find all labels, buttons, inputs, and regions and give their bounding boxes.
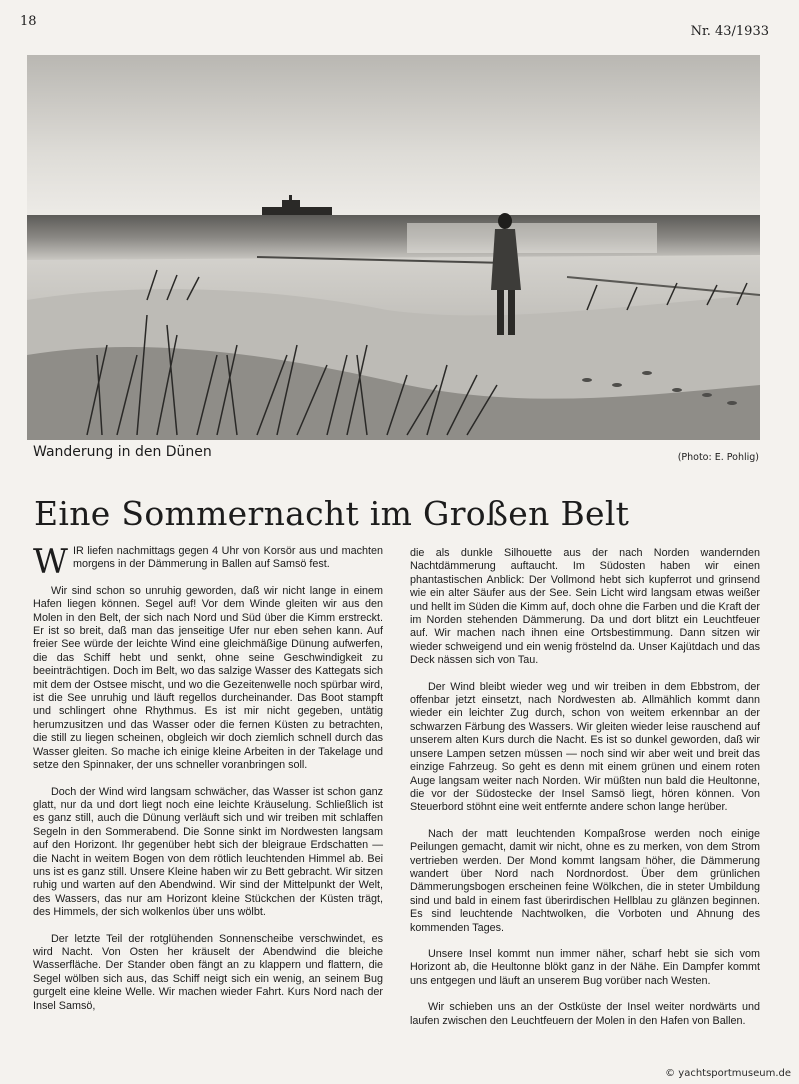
article-left-column [33,542,383,1026]
article-paragraph: Unsere Insel kommt nun immer näher, scharf hebt sie sich vom Horizont ab, die Heultonne blökt ganz in der Nähe. Ein Dampfer kommt uns entgegen und läuft an unserem Bug vorüber nach Westen. [410,947,760,987]
dune-photo [27,55,760,440]
article-title: Eine Sommernacht im Großen Belt [34,494,630,533]
page-number: 18 [20,14,37,29]
article-paragraph: die als dunkle Silhouette aus der nach Norden wandernden Nachtdämmerung auftaucht. Im Südosten haben wir einen phantastischen Anblick: Der Vollmond hebt sich kupferrot und grinsend wie ein alter Säufer aus der See. Sein Licht wird langsam etwas weißer und hellt im Süden die Kimm auf, doch ohne die Farben und die Kraft der im Norden stehenden Dämmerung. Da und dort blitzt ein Leuchtfeuer auf. Wir machen nach ihnen eine Ortsbestimmung. Dann sitzen wir wieder schweigend und ein wenig fröstelnd da. Unser Kajütdach und das Deck nässen sich von Tau. [410,547,760,667]
issue-number: Nr. 43/1933 [690,24,769,39]
photo-credit: (Photo: E. Pohlig) [677,452,759,463]
article-paragraph: Wir schieben uns an der Ostküste der Insel weiter nordwärts und laufen zwischen den Leuchtfeuern der Molen in den Hafen von Ballen. [410,1001,760,1027]
article-paragraph: Der Wind bleibt wieder weg und wir treiben in dem Ebbstrom, der offenbar jetzt einsetzt, nach Nordwesten ab. Allmählich kommt dann wieder ein leichter Zug durch, schon von weitem erkennbar an der schwarzen Färbung des Wassers. Wir gleiten wieder leise rauschend auf unserem alten Kurs durch die Nacht. Es ist so dunkel geworden, daß wir unsere Lampen setzen müssen — noch sind wir aber weit und breit das einzige Fahrzeug. So geht es denn mit einem grünen und einem roten Auge langsam weiter nach Norden. Wir müßten nun bald die Heultonne, die vor der Südostecke der Insel Samsö liegt, hören können. Von Steuerbord stöhnt eine weit entfernte andere schon lange herüber. [410,680,760,814]
watermark: © yachtsportmuseum.de [665,1068,791,1079]
drop-cap: W [33,542,68,582]
article-paragraph: Der letzte Teil der rotglühenden Sonnenscheibe verschwindet, es wird Nacht. Von Osten her kräuselt der Abendwind die bleiche Wasserfläche. Der Stander oben fängt an zu klappern und flattern, die Segel wölben sich aus, das Schiff neigt sich ein wenig, an seinem Bug gurgelt eine kleine Welle. Wir machen wieder Fahrt. Kurs Nord nach der Insel Samsö, [33,932,383,1012]
article-paragraph: Nach der matt leuchtenden Kompaßrose werden noch einige Peilungen gemacht, damit wir nicht, ohne es zu merken, von dem Strom vertrieben werden. Der Mond kommt langsam höher, die Dämmerung wandert über Nord nach Nordnordost. Über dem grünlichen Dämmerungsbogen erscheinen feine Wölkchen, die in steter Umbildung sind und bald in einem fast überirdischen Hellblau zu glänzen beginnen. Es sind leuchtende Nachtwolken, die Vorboten und Ahnung des kommenden Tages. [410,827,760,934]
article-right-column [410,547,760,1041]
article-paragraph: Wir sind schon so unruhig geworden, daß wir nicht lange in einem Hafen liegen können. Segel auf! Vor dem Winde gleiten wir aus den Molen in den Belt, der sich nach Nord und Süd über die Kimm erstreckt. Er ist so breit, daß man das jenseitige Ufer nur eben sehen kann. Auf freier See würde der leichte Wind eine gleichmäßige Dünung aufwerfen, die das Schiff hebt und senkt, ohne seine Geschwindigkeit zu beeinträchtigen. Doch im Belt, wo das salzige Wasser des Kattegats sich mit dem der Ostsee mischt, und wo die Gezeitenwelle noch spürbar wird, ist die See unruhig und läuft regellos durcheinander. Das Boot stampft und schlingert ohne Rhythmus. Es ist mir nicht gegeben, untätig herumzusitzen und das Wasser oder die fernen Küsten zu betrachten, die still zu liegen scheinen, obgleich wir doch ziemlich schnell durch das Wasser gleiten. So mache ich einige kleine Arbeiten in der Takelage und setze den Spinnaker, der uns schneller voranbringen soll. [33,584,383,772]
article-paragraph: Doch der Wind wird langsam schwächer, das Wasser ist schon ganz glatt, nur da und dort liegt noch eine leichte Kräuselung. Schließlich ist es ganz still, auch die Dünung verläuft sich und wir treiben mit schlaffen Segeln in den Sommerabend. Die Sonne sinkt im Nordwesten langsam auf den Horizont. Ihr gegenüber hebt sich der bleigraue Erdschatten — die Nacht in weitem Bogen von dem rötlich leuchtenden Himmel ab. Bei uns ist es ganz still. Unsere Kleine haben wir zu Bett gebracht. Wir sitzen ruhig und warten auf den Abendwind. Wir sind der Mittelpunkt der Welt, des Wassers, das nur am Horizont kleine Stückchen der Küsten trägt, des Himmels, der sich wolkenlos über uns wölbt. [33,785,383,919]
article-paragraph: WIR liefen nachmittags gegen 4 Uhr von Korsör aus und machten morgens in der Dämmerung in Ballen auf Samsö fest. [33,542,383,582]
photo-caption: Wanderung in den Dünen [33,444,212,460]
